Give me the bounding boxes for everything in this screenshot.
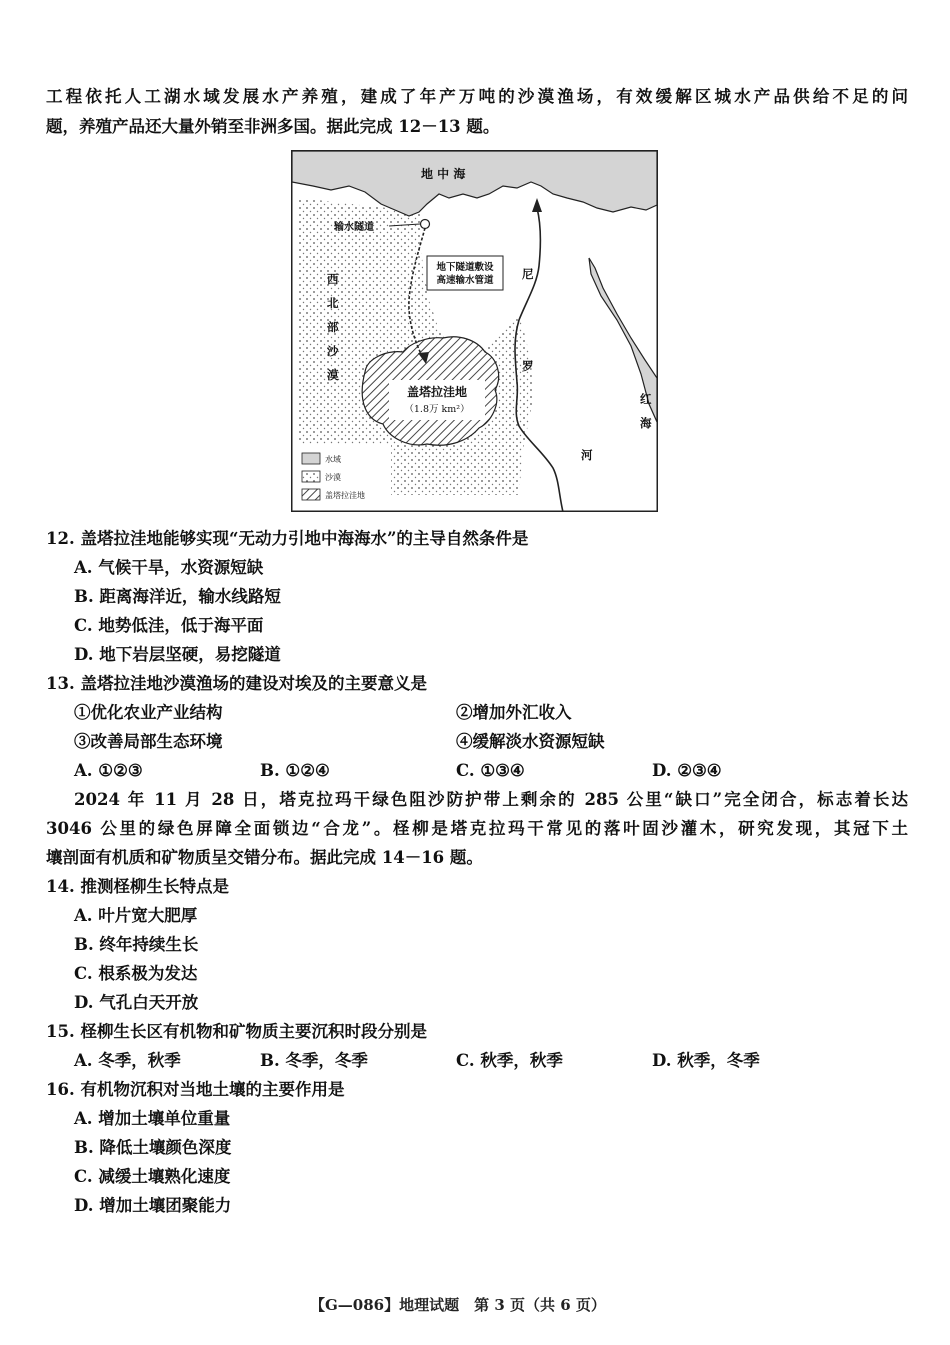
- q15-option-a: A. 冬季，秋季: [74, 1051, 181, 1070]
- q14-option-d: D. 气孔白天开放: [74, 993, 199, 1012]
- label-depression: 盖塔拉洼地: [406, 385, 468, 399]
- passage2-line-1: 2024 年 11 月 28 日，塔克拉玛干绿色阻沙防护带上剩余的 285 公里“缺口”完全闭合，标志着长达: [74, 790, 908, 809]
- q14-option-a: A. 叶片宽大肥厚: [74, 906, 198, 925]
- label-desert-1: 北: [327, 296, 339, 310]
- q13-option-c: C. ①③④: [456, 761, 525, 780]
- q16-option-a: A. 增加土壤单位重量: [74, 1109, 231, 1128]
- q15-option-b: B. 冬季，冬季: [260, 1051, 368, 1070]
- q14-stem: 14. 推测柽柳生长特点是: [46, 877, 229, 896]
- label-redsea-1: 海: [640, 416, 652, 430]
- q13-option-b: B. ①②④: [260, 761, 330, 780]
- intro-line-2: 题，养殖产品还大量外销至非洲多国。据此完成 12－13 题。: [46, 117, 500, 136]
- q12-option-a: A. 气候干旱，水资源短缺: [74, 558, 264, 577]
- label-desert-0: 西: [327, 272, 339, 286]
- label-tunnel: 输水隧道: [334, 222, 374, 233]
- q16-option-d: D. 增加土壤团聚能力: [74, 1196, 232, 1215]
- q16-option-c: C. 减缓土壤熟化速度: [74, 1167, 231, 1186]
- q14-option-c: C. 根系极为发达: [74, 964, 198, 983]
- q16-stem: 16. 有机物沉积对当地土壤的主要作用是: [46, 1080, 345, 1099]
- q15-stem: 15. 柽柳生长区有机物和矿物质主要沉积时段分别是: [46, 1022, 427, 1041]
- q12-option-c: C. 地势低洼，低于海平面: [74, 616, 264, 635]
- intro-line-1: 工程依托人工湖水域发展水产养殖，建成了年产万吨的沙漠渔场，有效缓解区城水产品供给不足的问: [46, 87, 908, 106]
- label-mediterranean: 地 中 海: [421, 167, 466, 181]
- label-note-2: 高速输水管道: [436, 275, 494, 286]
- q13-statement-3: ③改善局部生态环境: [74, 732, 223, 751]
- q15-option-c: C. 秋季，秋季: [456, 1051, 563, 1070]
- legend-water-label: 水域: [325, 455, 341, 464]
- legend-depression-swatch: [302, 489, 320, 500]
- label-depression-area: （1.8万 km²）: [404, 404, 470, 415]
- q15-option-d: D. 秋季，冬季: [652, 1051, 760, 1070]
- legend-desert-swatch: [302, 471, 320, 482]
- label-desert-2: 部: [327, 320, 339, 334]
- legend-desert-label: 沙漠: [325, 473, 341, 482]
- q14-option-b: B. 终年持续生长: [74, 935, 199, 954]
- label-desert-4: 漠: [327, 368, 339, 382]
- q13-stem: 13. 盖塔拉洼地沙漠渔场的建设对埃及的主要意义是: [46, 674, 427, 693]
- label-note-1: 地下隧道敷设: [436, 262, 494, 273]
- label-nile-0: 尼: [522, 267, 534, 281]
- egypt-map: [291, 150, 658, 512]
- legend-depression-label: 盖塔拉洼地: [325, 491, 365, 500]
- q16-option-b: B. 降低土壤颜色深度: [74, 1138, 232, 1157]
- q13-statement-4: ④缓解淡水资源短缺: [456, 732, 605, 751]
- q13-option-d: D. ②③④: [652, 761, 722, 780]
- label-nile-2: 河: [581, 448, 593, 462]
- legend-water-swatch: [302, 453, 320, 464]
- passage2-line-2: 3046 公里的绿色屏障全面锁边“合龙”。柽柳是塔克拉玛干常见的落叶固沙灌木，研究发现，其冠下土: [46, 819, 908, 838]
- label-desert-3: 沙: [327, 344, 339, 358]
- q12-option-b: B. 距离海洋近，输水线路短: [74, 587, 281, 606]
- passage2-line-3: 壤剖面有机质和矿物质呈交错分布。据此完成 14－16 题。: [46, 848, 483, 867]
- tunnel-inlet-icon: [421, 220, 430, 229]
- q13-statement-2: ②增加外汇收入: [456, 703, 572, 722]
- q13-option-a: A. ①②③: [74, 761, 143, 780]
- q13-statement-1: ①优化农业产业结构: [74, 703, 223, 722]
- label-nile-1: 罗: [522, 359, 534, 373]
- label-redsea-0: 红: [640, 392, 652, 406]
- q12-option-d: D. 地下岩层坚硬，易挖隧道: [74, 645, 281, 664]
- page-footer: 【G—086】地理试题 第 3 页（共 6 页）: [310, 1296, 606, 1314]
- q12-stem: 12. 盖塔拉洼地能够实现“无动力引地中海海水”的主导自然条件是: [46, 529, 529, 548]
